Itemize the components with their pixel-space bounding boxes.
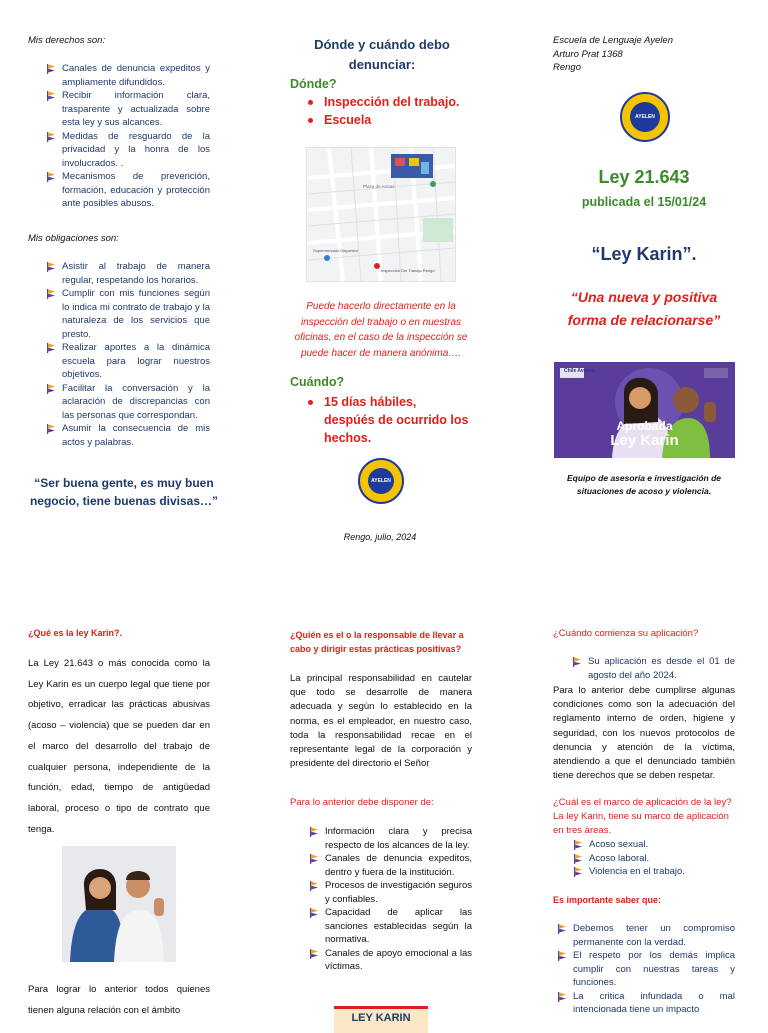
flag-bullet-icon [46,384,56,394]
published-date: publicada el 15/01/24 [581,195,707,209]
when-list [290,393,470,447]
flag-bullet-icon [557,924,567,934]
rights-title: Mis derechos son: [28,35,106,46]
what-is-heading: ¿Qué es la ley Karin?. [28,628,123,638]
team-caption: Equipo de asesoría e investigación de situaciones de acoso y violencia. [567,473,721,496]
school-street: Arturo Prat 1368 [553,48,623,60]
school-logo [620,92,670,142]
logo-text: AYELEN [635,114,655,120]
rights-item: Canales de denuncia expeditos y ampliamente difundidos. [44,62,210,89]
flag-bullet-icon [309,908,319,918]
flag-bullet-icon [573,840,583,850]
badge-text: LEY KARIN [351,1012,411,1024]
important-item: La critica infundada o mal intencionada tiene un impacto [555,990,735,1017]
important-label: Es importante saber que: [553,895,662,905]
where-item: Escuela [290,111,480,129]
school-logo-small [358,458,404,504]
flag-bullet-icon [46,262,56,272]
flag-bullet-icon [46,424,56,434]
report-title: Dónde y cuándo debo denunciar: [314,37,450,72]
rights-item: Medidas de resguardo de la privacidad y la honra de los involucrados. . [44,130,210,171]
quote: “Ser buena gente, es muy buen negocio, tiene buenas divisas…” [29,476,219,508]
flag-bullet-icon [309,881,319,891]
obligation-item: Asistir al trabajo de manera regular, respetando los horarios. [44,260,210,287]
closing-text: Para lograr lo anterior todos quienes tienen alguna relación con el ámbito [28,984,210,1016]
flag-bullet-icon [573,867,583,877]
responsible-heading: ¿Quién es el o la responsable de llevar a cabo y dirigir estas prácticas positivas? [290,630,464,654]
date-line: Rengo, julio, 2024 [343,532,417,542]
report-note: Puede hacerlo directamente en la inspección del trabajo o en nuestras oficinas, en el caso de la inspección se puede hacer de manera anónima…. [294,301,468,359]
where-label: Dónde? [290,77,337,91]
what-is-body: La Ley 21.643 o más conocida como la Ley Karin es un cuerpo legal que tiene por objetivo, erradicar las prácticas abusivas (acoso – violencia) que se pueden dar en el marco del desarrollo del trabajo de cualquier persona, independiente de la función, edad, tiempo de antigüedad laboral, proceso o tipo de contrato que tenga. [28,658,210,835]
start-body: Para lo anterior debe cumplirse algunas condiciones como son la adecuación del reglamento interno de orden, higiene y seguridad, con los nuevos protocolos de denuncia y atención de la víctima, atendiendo a que el denunciado también tiene derechos que se deben respetar. [553,685,735,782]
important-list [555,922,735,1017]
ley-karin-badge [334,1006,428,1033]
area-item: Acoso sexual. [571,838,736,852]
map-streets [307,148,455,281]
flag-bullet-icon [46,132,56,142]
rights-item: Recibir información clara, trasparente y actualizada sobre esta ley y sus alcances. [44,89,210,130]
must-list [307,825,472,974]
flag-bullet-icon [46,289,56,299]
banner-image [554,362,735,458]
banner-brand: Chile Avanza [564,368,595,374]
rights-item: Mecanismos de prevención, formación, educación y protección ante posibles abusos. [44,170,210,211]
must-item: Canales de denuncia expeditos, dentro y fuera de la institución. [307,852,472,879]
flag-bullet-icon [46,343,56,353]
rights-list [44,62,210,211]
flag-bullet-icon [309,854,319,864]
flag-bullet-icon [309,827,319,837]
where-list [290,93,480,129]
obligation-item: Realizar aportes a la dinámica escuela para lograr nuestros objetivos. [44,341,210,382]
flag-bullet-icon [572,657,582,667]
flag-bullet-icon [557,992,567,1002]
map-label-market: Supermercado Mayorista [313,248,358,253]
obligation-item: Facilitar la conversación y la aclaración de discrepancias con las personas que correspondan. [44,382,210,423]
flag-bullet-icon [309,949,319,959]
areas-list [571,838,736,879]
important-item: Debemos tener un compromiso permanente con la verdad. [555,922,735,949]
framework-heading: ¿Cuál es el marco de aplicación de la ley? La ley Karin, tiene su marco de aplicación en tres áreas. [553,797,732,836]
flag-bullet-icon [46,172,56,182]
area-item: Violencia en el trabajo. [571,865,736,879]
must-item: Capacidad de aplicar las sanciones establecidas según la normativa. [307,906,472,947]
tagline: “Una nueva y positiva forma de relacionarse” [567,289,721,328]
start-heading: ¿Cuándo comienza su aplicación? [553,628,699,639]
school-name: Escuela de Lenguaje Ayelen [553,35,673,46]
responsible-body: La principal responsabilidad en cautelar que todo se desarrolle de manera adecuada y según lo establecido en la norma, es el empleador, en nuestro caso, toda la responsabilidad recae en el representante legal de la corporación y presidente del directorio el Señor [290,673,472,770]
area-item: Acoso laboral. [571,852,736,866]
must-item: Canales de apoyo emocional a las víctimas. [307,947,472,974]
start-item: Su aplicación es desde el 01 de agosto del año 2024. [570,655,735,682]
bullet-icon [308,118,313,123]
must-item: Información clara y precisa respecto de los alcances de la ley. [307,825,472,852]
important-item: El respeto por los demás implica cumplir con nuestras tareas y funciones. [555,949,735,990]
school-address [553,34,753,75]
start-list [570,655,735,682]
obligation-item: Cumplir con mis funciones según lo indica mi contrato de trabajo y la naturaleza de los servicios que presto. [44,287,210,341]
when-label: Cuándo? [290,375,345,389]
flag-bullet-icon [557,951,567,961]
bullet-icon [308,100,313,105]
flag-bullet-icon [46,91,56,101]
logo-text: AYELEN [371,478,391,484]
map-label-plaza: Plaza de Armas [363,184,395,189]
flag-bullet-icon [46,64,56,74]
flag-bullet-icon [573,854,583,864]
map-image[interactable] [306,147,456,282]
obligations-title: Mis obligaciones son: [28,233,119,244]
law-number: Ley 21.643 [598,167,690,187]
couple-illustration [62,846,176,962]
when-item: 15 días hábiles, despúés de ocurrido los hechos. [290,393,470,447]
obligations-list [44,260,210,449]
bullet-icon [308,400,313,405]
school-city: Rengo [553,62,581,73]
must-label: Para lo anterior debe disponer de: [290,797,434,808]
map-label-inspection: Inspección Del Trabajo Rengo [381,268,435,273]
obligation-item: Asumir la consecuencia de mis actos y palabras. [44,422,210,449]
banner-title-1: Aprobada [616,419,673,433]
karin-title: “Ley Karin”. [591,244,697,264]
must-item: Procesos de investigación seguros y confiables. [307,879,472,906]
banner-title-2: Ley Karin [610,432,679,449]
where-item: Inspección del trabajo. [290,93,480,111]
couple-photo [62,846,176,962]
